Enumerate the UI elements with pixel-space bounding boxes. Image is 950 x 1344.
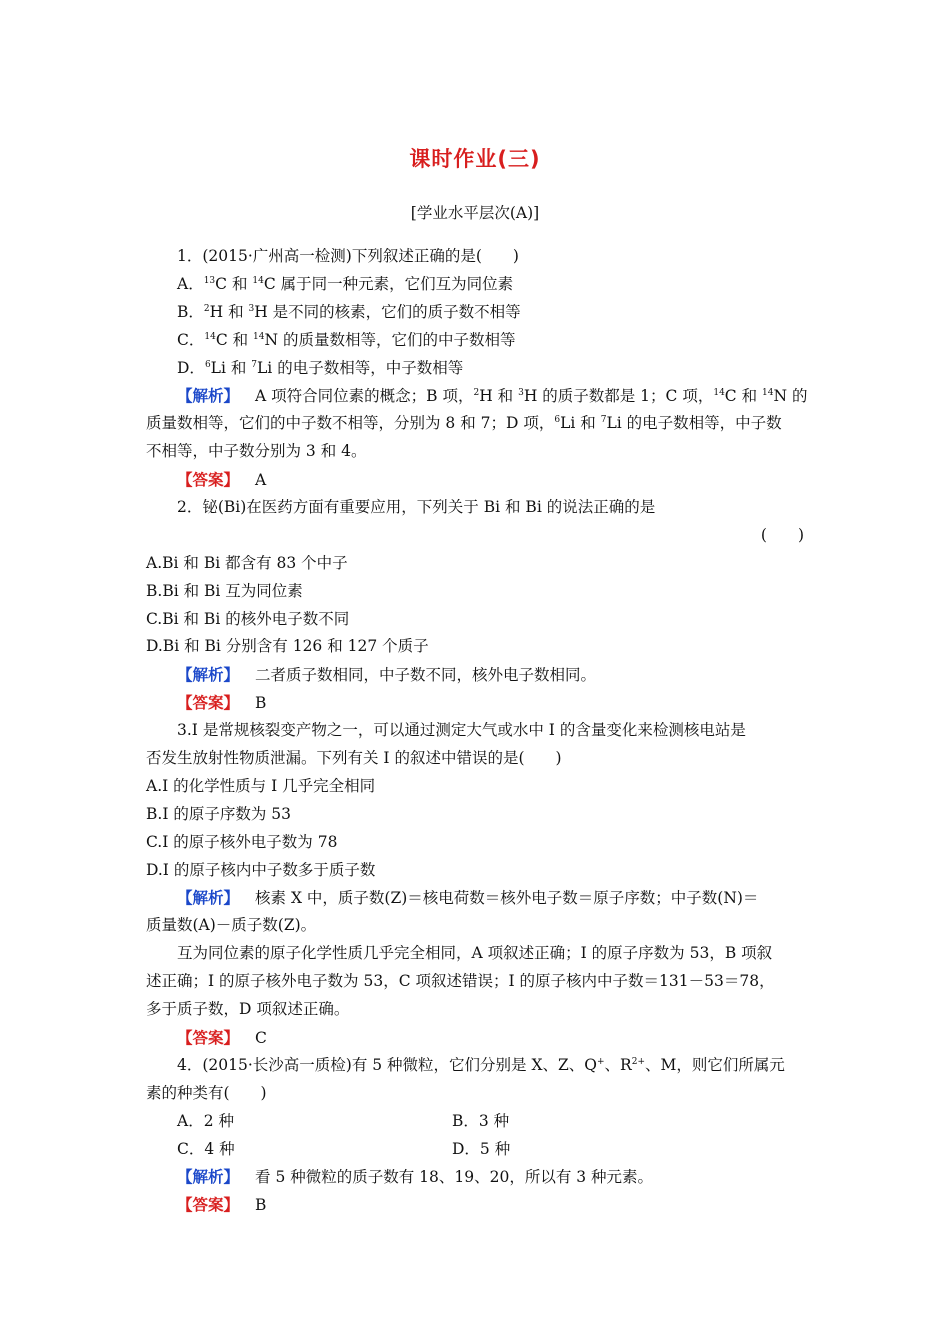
section-subtitle: [学业水平层次(A)] (410, 204, 540, 222)
q2-option-a: A.Bi 和 Bi 都含有 83 个中子 (146, 553, 348, 572)
q1-option-d: D．$^6$Li 和 $^7$Li 的电子数相等，中子数相等 (177, 358, 464, 377)
q1-option-b: B．$^2$H 和 $^3$H 是不同的核素，它们的质子数不相等 (177, 302, 521, 321)
answer-tag: 【答案】 (177, 470, 240, 490)
q4-stem: 4．(2015·长沙高一质检)有 5 种微粒，它们分别是 X、Z、Q+、$R^{2+}$、M，则它们所属元 (177, 1055, 785, 1074)
analysis-tag: 【解析】 (177, 888, 240, 908)
q3-option-d: D.I 的原子核内中子数多于质子数 (146, 860, 376, 879)
q4-answer: 【答案】 B (177, 1195, 267, 1215)
q1-analysis-line2: 质量数相等，它们的中子数不相等，分别为 8 和 7；D 项，$^6$Li 和 $^7$Li 的电子数相等，中子数 (146, 414, 782, 433)
q4-option-a: A．2 种 (177, 1111, 234, 1130)
q2-stem: 2．铋(Bi)在医药方面有重要应用，下列关于 Bi 和 Bi 的说法正确的是 (177, 498, 656, 517)
q4-analysis: 【解析】 看 5 种微粒的质子数有 18、19、20，所以有 3 种元素。 (177, 1167, 654, 1187)
q3-analysis-line4: 述正确；I 的原子核外电子数为 53，C 项叙述错误；I 的原子核内中子数＝131－53＝78， (146, 972, 775, 991)
q4-options-row2 (146, 1136, 806, 1164)
q4-option-b: B．3 种 (452, 1111, 510, 1130)
q2-answer: 【答案】 B (177, 693, 267, 713)
q3-stem-line2: 否发生放射性物质泄漏。下列有关 I 的叙述中错误的是( ) (146, 749, 562, 768)
q2-option-c: C.Bi 和 Bi 的核外电子数不同 (146, 609, 350, 628)
q1-stem: 1．(2015·广州高一检测)下列叙述正确的是( ) (177, 247, 519, 265)
q4-options-row1 (146, 1108, 806, 1136)
answer-tag: 【答案】 (177, 1195, 240, 1215)
q2-option-b: B.Bi 和 Bi 互为同位素 (146, 581, 303, 600)
q4-stem-line2: 素的种类有( ) (146, 1083, 267, 1102)
question-list (146, 243, 806, 1219)
q3-analysis-line5: 多于质子数，D 项叙述正确。 (146, 1000, 350, 1019)
q3-option-c: C.I 的原子核外电子数为 78 (146, 832, 338, 851)
q3-analysis: 【解析】 核素 X 中，质子数(Z)＝核电荷数＝核外电子数＝原子序数；中子数(N)＝ (177, 888, 759, 908)
q1-option-a: A．$^{13}$C 和 $^{14}$C 属于同一种元素，它们互为同位素 (177, 274, 514, 293)
q3-analysis-line2: 质量数(A)－质子数(Z)。 (146, 916, 317, 935)
q4-option-d: D．5 种 (452, 1139, 511, 1158)
q1-option-c: C．$^{14}$C 和 $^{14}$N 的质量数相等，它们的中子数相等 (177, 330, 516, 349)
q2-option-d: D.Bi 和 Bi 分别含有 126 和 127 个质子 (146, 637, 429, 656)
q1-analysis-line3: 不相等，中子数分别为 3 和 4。 (146, 442, 367, 461)
q1-analysis: 【解析】 A 项符合同位素的概念；B 项，$^2$H 和 $^3$H 的质子数都是 1；C 项，$^{14}$C 和 $^{14}$N 的 (177, 386, 808, 406)
analysis-tag: 【解析】 (177, 386, 240, 406)
answer-tag: 【答案】 (177, 693, 240, 713)
q3-answer: 【答案】 C (177, 1027, 267, 1047)
q3-analysis-line3: 互为同位素的原子化学性质几乎完全相同，A 项叙述正确；I 的原子序数为 53，B 项叙 (177, 944, 773, 963)
analysis-tag: 【解析】 (177, 665, 240, 685)
q3-option-a: A.I 的化学性质与 I 几乎完全相同 (146, 776, 376, 795)
q3-stem: 3.I 是常规核裂变产物之一，可以通过测定大气或水中 I 的含量变化来检测核电站是 (177, 721, 746, 740)
answer-tag: 【答案】 (177, 1027, 240, 1047)
q2-analysis: 【解析】 二者质子数相同，中子数不同，核外电子数相同。 (177, 665, 597, 685)
analysis-tag: 【解析】 (177, 1167, 240, 1187)
q1-answer: 【答案】 A (177, 470, 267, 490)
q3-option-b: B.I 的原子序数为 53 (146, 804, 292, 823)
q4-option-c: C．4 种 (177, 1139, 235, 1158)
q2-answer-paren: ( ) (760, 525, 804, 544)
page-title: 课时作业(三) (409, 147, 541, 171)
